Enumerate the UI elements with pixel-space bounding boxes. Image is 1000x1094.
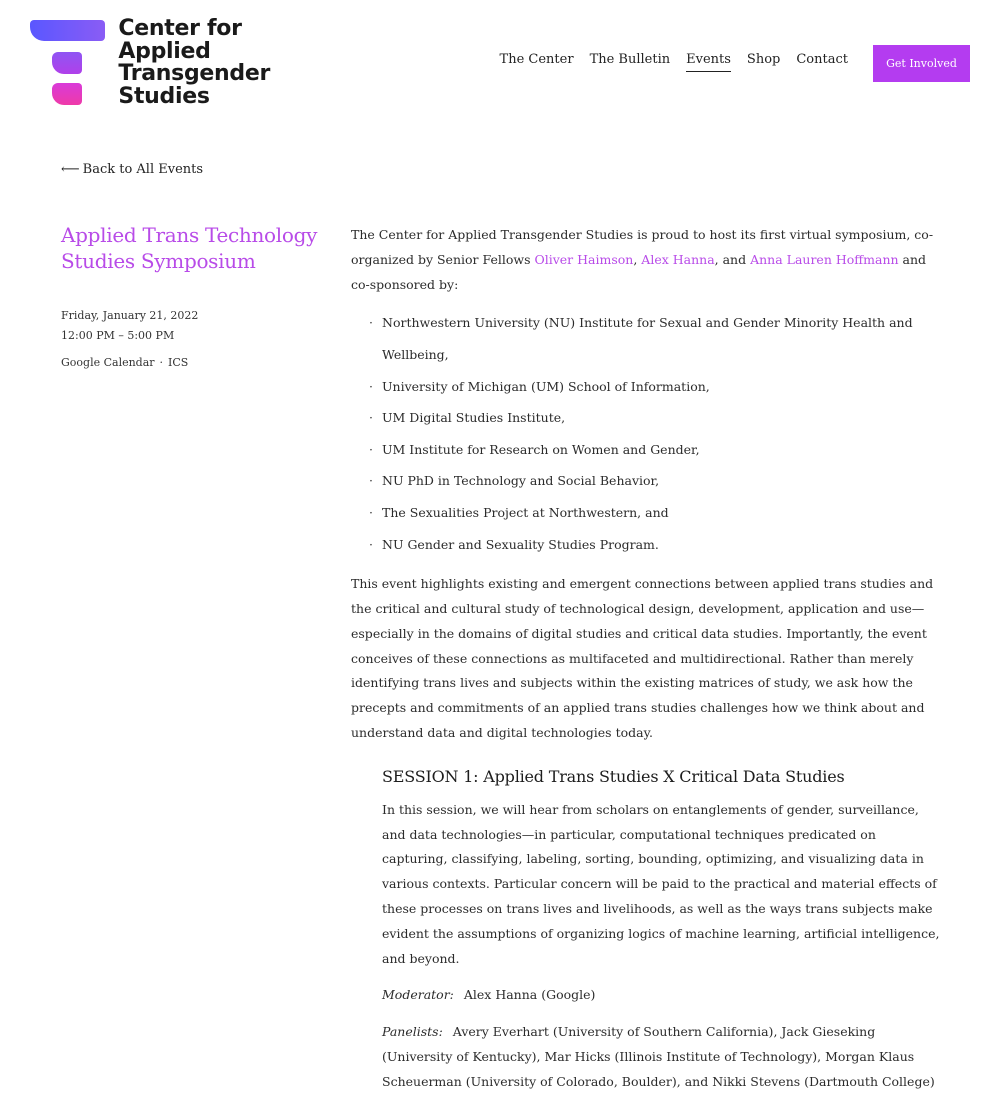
logo-line: Transgender: [118, 61, 270, 86]
logo-line: Center for: [118, 16, 242, 41]
intro-separator: ,: [633, 251, 642, 267]
event-title: Applied Trans Technology Studies Symposium: [61, 223, 318, 273]
list-item: · NU Gender and Sexuality Studies Program.: [371, 529, 941, 561]
event-datetime: [61, 306, 321, 346]
list-item: · University of Michigan (UM) School of Information,: [371, 371, 941, 403]
session-1: [351, 762, 941, 1094]
nav-item-shop[interactable]: Shop: [746, 52, 781, 67]
nav-item-the-center[interactable]: The Center: [499, 52, 574, 67]
nav-item-contact[interactable]: Contact: [796, 52, 848, 67]
description-paragraph: This event highlights existing and emergent connections between applied trans studies and the critical and cultural study of technological design, development, application and use—especially in the domains of digital studies and critical data studies. Importantly, the event conceives of these connections as multifaceted and multidirectional. Rather than merely identifying trans lives and subjects within the existing matrices of study, we ask how the precepts and commitments of an applied trans studies challenges how we think about and understand data and digital technologies today.: [351, 576, 934, 740]
session-title: SESSION 1: Applied Trans Studies X Critical Data Studies: [382, 766, 845, 786]
intro-paragraph: [351, 223, 941, 297]
panelists-names: Avery Everhart (University of Southern California), Jack Gieseking (University of Kentucky), Mar Hicks (Illinois Institute of Technology), Morgan Klaus Scheuerman (University of Colorado, Boulder), and Nikki Stevens (Dartmouth College): [382, 1024, 935, 1089]
back-to-events-link[interactable]: [61, 162, 203, 177]
logo-line: Applied: [118, 38, 211, 64]
intro-text-end: and co-sponsored by:: [351, 251, 927, 292]
logo-mark-icon: [30, 20, 107, 108]
fellow-link-anna-lauren-hoffmann[interactable]: Anna Lauren Hoffmann: [750, 251, 899, 267]
logo-line: Studies: [118, 83, 210, 109]
event-time: 12:00 PM – 5:00 PM: [61, 329, 175, 342]
get-involved-button[interactable]: Get Involved: [873, 45, 970, 82]
intro-text: The Center for Applied Transgender Studies is proud to host its first virtual symposium, co-organized by Senior Fellows: [351, 227, 934, 267]
panelists-label: Panelists:: [382, 1024, 443, 1040]
list-item: · UM Institute for Research on Women and Gender,: [371, 434, 941, 466]
moderator-label: Moderator:: [382, 987, 454, 1003]
google-calendar-link[interactable]: Google Calendar: [61, 356, 155, 369]
nav-item-events[interactable]: Events: [686, 52, 731, 72]
event-sidebar: [61, 222, 321, 369]
event-body: [351, 223, 941, 1094]
moderator-name: Alex Hanna (Google): [463, 987, 596, 1003]
event-date: Friday, January 21, 2022: [61, 309, 199, 322]
logo-wordmark: [118, 18, 270, 110]
list-item: · The Sexualities Project at Northwestern, and: [371, 497, 941, 529]
intro-separator: , and: [714, 251, 751, 267]
fellow-link-alex-hanna[interactable]: Alex Hanna: [641, 251, 715, 267]
list-item: · NU PhD in Technology and Social Behavior,: [371, 465, 941, 497]
sponsor-list: [351, 307, 941, 560]
session-moderator: [382, 983, 941, 1008]
back-link-label: Back to All Events: [82, 162, 204, 177]
ics-link[interactable]: ICS: [168, 356, 189, 369]
main-nav: [500, 52, 848, 72]
calendar-links: [61, 356, 321, 369]
list-item: · Northwestern University (NU) Institute for Sexual and Gender Minority Health and Wellbeing,: [371, 307, 941, 370]
list-item: · UM Digital Studies Institute,: [371, 402, 941, 434]
fellow-link-oliver-haimson[interactable]: Oliver Haimson: [534, 251, 634, 267]
session-panelists: [382, 1020, 941, 1094]
session-body: In this session, we will hear from scholars on entanglements of gender, surveillance, and data technologies—in particular, computational techniques predicated on capturing, classifying, labeling, sorting, bounding, optimizing, and visualizing data in various contexts. Particular concern will be paid to the practical and material effects of these processes on trans lives and livelihoods, as well as the ways trans subjects make evident the assumptions of organizing logics of machine learning, artificial intelligence, and beyond.: [382, 801, 940, 966]
arrow-left-icon: ⟵: [61, 162, 80, 177]
site-logo[interactable]: [30, 16, 270, 110]
nav-item-the-bulletin[interactable]: The Bulletin: [589, 52, 671, 67]
calendar-separator: ·: [159, 356, 164, 369]
